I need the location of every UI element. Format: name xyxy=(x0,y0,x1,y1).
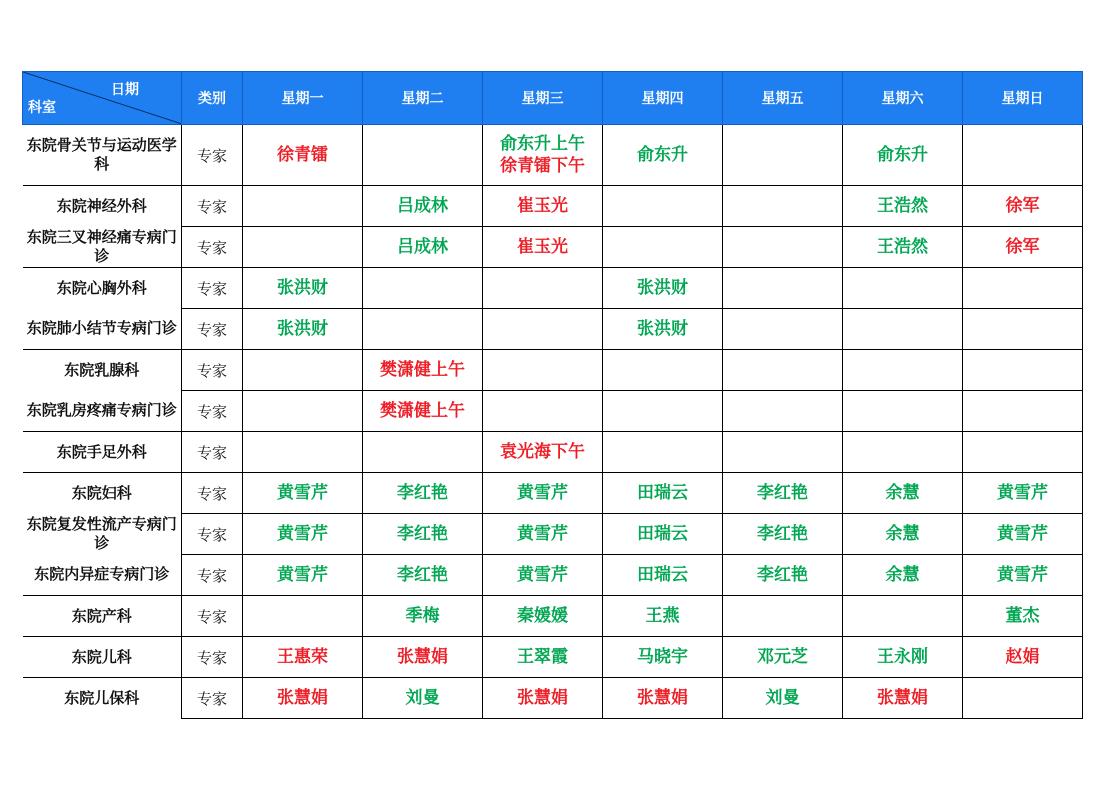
schedule-cell xyxy=(483,227,603,268)
schedule-cell xyxy=(723,268,843,309)
category-cell: 专家 xyxy=(182,514,243,555)
schedule-cell xyxy=(243,227,363,268)
schedule-cell xyxy=(243,514,363,555)
schedule-cell xyxy=(963,391,1083,432)
category-cell: 专家 xyxy=(182,350,243,391)
schedule-cell xyxy=(603,678,723,719)
category-cell: 专家 xyxy=(182,555,243,596)
doctor-name: 赵娟 xyxy=(1005,647,1040,667)
doctor-name: 余慧 xyxy=(885,565,920,585)
department-name: 东院乳腺科 xyxy=(64,360,140,379)
doctor-name: 张慧娟 xyxy=(877,688,928,708)
doctor-name: 王永刚 xyxy=(877,647,928,667)
doctor-name: 张洪财 xyxy=(637,319,688,339)
doctor-name: 王翠霞 xyxy=(517,647,568,667)
day-header-mon: 星期一 xyxy=(243,72,363,125)
schedule-cell xyxy=(243,186,363,227)
schedule-cell xyxy=(723,473,843,514)
doctor-name: 张慧娟 xyxy=(517,688,568,708)
schedule-cell xyxy=(483,432,603,473)
schedule-cell xyxy=(843,637,963,678)
schedule-cell xyxy=(243,268,363,309)
schedule-cell xyxy=(843,227,963,268)
department-name: 东院内异症专病门诊 xyxy=(34,565,170,584)
schedule-cell xyxy=(843,596,963,637)
schedule-cell xyxy=(723,309,843,350)
schedule-cell xyxy=(603,309,723,350)
doctor-name: 李红艳 xyxy=(757,524,808,544)
doctor-name: 吕成林 xyxy=(397,237,448,257)
doctor-name: 徐青镭下午 xyxy=(500,156,585,176)
department-cell xyxy=(23,637,182,678)
department-cell xyxy=(23,227,182,268)
doctor-name: 徐青镭 xyxy=(277,145,328,165)
day-header-sun: 星期日 xyxy=(963,72,1083,125)
doctor-name: 张慧娟 xyxy=(397,647,448,667)
schedule-cell xyxy=(843,514,963,555)
schedule-cell xyxy=(483,514,603,555)
schedule-cell xyxy=(963,186,1083,227)
schedule-cell xyxy=(363,309,483,350)
schedule-cell xyxy=(723,514,843,555)
doctor-name: 刘曼 xyxy=(405,688,440,708)
department-cell xyxy=(23,678,182,719)
department-name: 东院儿保科 xyxy=(64,688,140,707)
table-row xyxy=(23,678,1083,719)
day-header-sat: 星期六 xyxy=(843,72,963,125)
schedule-cell xyxy=(843,391,963,432)
doctor-name: 吕成林 xyxy=(397,196,448,216)
schedule-cell xyxy=(603,125,723,186)
schedule-body xyxy=(23,125,1083,719)
schedule-cell xyxy=(963,350,1083,391)
doctor-name: 李红艳 xyxy=(397,565,448,585)
schedule-cell xyxy=(483,637,603,678)
department-cell xyxy=(23,596,182,637)
doctor-name: 俞东升 xyxy=(637,145,688,165)
schedule-cell xyxy=(603,555,723,596)
table-row xyxy=(23,391,1083,432)
doctor-name: 田瑞云 xyxy=(637,483,688,503)
schedule-cell xyxy=(483,350,603,391)
doctor-name: 徐军 xyxy=(1005,196,1040,216)
clinic-schedule-table xyxy=(22,71,1083,719)
schedule-cell xyxy=(243,473,363,514)
department-name: 东院神经外科 xyxy=(56,196,147,215)
schedule-cell xyxy=(243,555,363,596)
schedule-cell xyxy=(483,125,603,186)
doctor-name: 张慧娟 xyxy=(637,688,688,708)
category-cell: 专家 xyxy=(182,268,243,309)
schedule-cell xyxy=(963,514,1083,555)
schedule-cell xyxy=(963,596,1083,637)
schedule-cell xyxy=(843,678,963,719)
schedule-cell xyxy=(843,309,963,350)
day-header-tue: 星期二 xyxy=(363,72,483,125)
doctor-name: 黄雪芹 xyxy=(277,524,328,544)
department-name: 东院妇科 xyxy=(71,483,132,502)
doctor-name: 俞东升上午 xyxy=(500,134,585,154)
schedule-cell xyxy=(723,637,843,678)
header-row xyxy=(23,72,1083,125)
schedule-cell xyxy=(363,637,483,678)
schedule-cell xyxy=(843,186,963,227)
doctor-name: 马晓宇 xyxy=(637,647,688,667)
doctor-name: 李红艳 xyxy=(397,483,448,503)
schedule-cell xyxy=(243,432,363,473)
doctor-name: 董杰 xyxy=(1005,606,1040,626)
table-row xyxy=(23,186,1083,227)
schedule-cell xyxy=(243,391,363,432)
doctor-name: 黄雪芹 xyxy=(997,565,1048,585)
schedule-cell xyxy=(963,268,1083,309)
schedule-cell xyxy=(243,309,363,350)
doctor-name: 俞东升 xyxy=(877,145,928,165)
category-cell: 专家 xyxy=(182,125,243,186)
doctor-name: 黄雪芹 xyxy=(997,524,1048,544)
doctor-name: 袁光海下午 xyxy=(500,442,585,462)
doctor-name: 黄雪芹 xyxy=(997,483,1048,503)
day-header-fri: 星期五 xyxy=(723,72,843,125)
department-cell xyxy=(23,514,182,555)
table-row xyxy=(23,473,1083,514)
schedule-cell xyxy=(243,125,363,186)
category-header: 类别 xyxy=(182,72,243,125)
table-row xyxy=(23,227,1083,268)
department-cell xyxy=(23,309,182,350)
department-cell xyxy=(23,473,182,514)
schedule-cell xyxy=(963,432,1083,473)
schedule-cell xyxy=(603,473,723,514)
schedule-cell xyxy=(723,555,843,596)
schedule-cell xyxy=(363,596,483,637)
schedule-cell xyxy=(843,473,963,514)
schedule-cell xyxy=(843,432,963,473)
table-row xyxy=(23,350,1083,391)
schedule-cell xyxy=(603,637,723,678)
schedule-cell xyxy=(723,596,843,637)
department-name: 东院产科 xyxy=(71,606,132,625)
schedule-cell xyxy=(963,637,1083,678)
doctor-name: 黄雪芹 xyxy=(277,565,328,585)
table-row xyxy=(23,125,1083,186)
doctor-name: 王燕 xyxy=(645,606,680,626)
doctor-name: 张洪财 xyxy=(637,278,688,298)
table-row xyxy=(23,309,1083,350)
doctor-name: 黄雪芹 xyxy=(277,483,328,503)
schedule-cell xyxy=(843,268,963,309)
category-cell: 专家 xyxy=(182,596,243,637)
doctor-name: 秦媛媛 xyxy=(517,606,568,626)
schedule-cell xyxy=(843,555,963,596)
corner-date-label: 日期 xyxy=(111,82,139,98)
doctor-name: 王惠荣 xyxy=(277,647,328,667)
department-name: 东院儿科 xyxy=(71,647,132,666)
doctor-name: 黄雪芹 xyxy=(517,524,568,544)
category-cell: 专家 xyxy=(182,227,243,268)
doctor-name: 李红艳 xyxy=(757,565,808,585)
doctor-name: 崔玉光 xyxy=(517,196,568,216)
schedule-cell xyxy=(483,596,603,637)
schedule-cell xyxy=(963,309,1083,350)
schedule-cell xyxy=(243,350,363,391)
schedule-cell xyxy=(843,350,963,391)
doctor-name: 田瑞云 xyxy=(637,565,688,585)
schedule-cell xyxy=(483,391,603,432)
department-cell xyxy=(23,391,182,432)
category-cell: 专家 xyxy=(182,309,243,350)
schedule-cell xyxy=(723,350,843,391)
corner-department-label: 科室 xyxy=(28,100,56,116)
schedule-cell xyxy=(603,514,723,555)
doctor-name: 王浩然 xyxy=(877,196,928,216)
category-cell: 专家 xyxy=(182,678,243,719)
doctor-name: 李红艳 xyxy=(757,483,808,503)
schedule-cell xyxy=(363,391,483,432)
schedule-cell xyxy=(483,678,603,719)
schedule-cell xyxy=(363,514,483,555)
doctor-name: 张慧娟 xyxy=(277,688,328,708)
schedule-cell xyxy=(723,125,843,186)
schedule-cell xyxy=(963,125,1083,186)
schedule-cell xyxy=(603,350,723,391)
schedule-cell xyxy=(603,596,723,637)
doctor-name: 樊潇健上午 xyxy=(380,401,465,421)
schedule-cell xyxy=(723,186,843,227)
schedule-cell xyxy=(963,678,1083,719)
schedule-cell xyxy=(843,125,963,186)
schedule-cell xyxy=(723,227,843,268)
department-cell xyxy=(23,186,182,227)
schedule-cell xyxy=(363,125,483,186)
schedule-cell xyxy=(963,227,1083,268)
schedule-cell xyxy=(483,268,603,309)
schedule-cell xyxy=(603,227,723,268)
table-row xyxy=(23,596,1083,637)
schedule-cell xyxy=(363,473,483,514)
schedule-cell xyxy=(363,268,483,309)
schedule-cell xyxy=(363,227,483,268)
department-name: 东院复发性流产专病门诊 xyxy=(26,515,177,552)
schedule-cell xyxy=(483,473,603,514)
table-row xyxy=(23,555,1083,596)
doctor-name: 樊潇健上午 xyxy=(380,360,465,380)
doctor-name: 徐军 xyxy=(1005,237,1040,257)
doctor-name: 田瑞云 xyxy=(637,524,688,544)
table-row xyxy=(23,637,1083,678)
schedule-cell xyxy=(963,555,1083,596)
doctor-name: 余慧 xyxy=(885,483,920,503)
department-cell xyxy=(23,555,182,596)
department-name: 东院心胸外科 xyxy=(56,278,147,297)
schedule-cell xyxy=(723,432,843,473)
schedule-cell xyxy=(723,678,843,719)
category-cell: 专家 xyxy=(182,637,243,678)
schedule-cell xyxy=(603,432,723,473)
department-name: 东院乳房疼痛专病门诊 xyxy=(26,401,177,420)
schedule-cell xyxy=(723,391,843,432)
doctor-name: 崔玉光 xyxy=(517,237,568,257)
doctor-name: 余慧 xyxy=(885,524,920,544)
schedule-cell xyxy=(363,555,483,596)
department-cell xyxy=(23,350,182,391)
table-row xyxy=(23,514,1083,555)
schedule-cell xyxy=(363,186,483,227)
department-name: 东院骨关节与运动医学科 xyxy=(26,136,177,173)
doctor-name: 王浩然 xyxy=(877,237,928,257)
doctor-name: 邓元芝 xyxy=(757,647,808,667)
category-cell: 专家 xyxy=(182,432,243,473)
schedule-cell xyxy=(363,432,483,473)
day-header-thu: 星期四 xyxy=(603,72,723,125)
schedule-cell xyxy=(363,678,483,719)
department-name: 东院手足外科 xyxy=(56,442,147,461)
corner-header-cell xyxy=(23,72,182,125)
schedule-cell xyxy=(603,391,723,432)
schedule-cell xyxy=(243,678,363,719)
schedule-header xyxy=(23,72,1083,125)
doctor-name: 李红艳 xyxy=(397,524,448,544)
doctor-name: 张洪财 xyxy=(277,319,328,339)
doctor-name: 季梅 xyxy=(405,606,440,626)
schedule-cell xyxy=(603,186,723,227)
table-row xyxy=(23,432,1083,473)
category-cell: 专家 xyxy=(182,473,243,514)
schedule-cell xyxy=(603,268,723,309)
department-cell xyxy=(23,125,182,186)
schedule-cell xyxy=(243,596,363,637)
schedule-cell xyxy=(483,555,603,596)
department-cell xyxy=(23,432,182,473)
schedule-cell xyxy=(363,350,483,391)
category-cell: 专家 xyxy=(182,186,243,227)
table-row xyxy=(23,268,1083,309)
doctor-name: 张洪财 xyxy=(277,278,328,298)
schedule-cell xyxy=(243,637,363,678)
department-cell xyxy=(23,268,182,309)
doctor-name: 刘曼 xyxy=(765,688,800,708)
department-name: 东院肺小结节专病门诊 xyxy=(26,319,177,338)
schedule-cell xyxy=(963,473,1083,514)
day-header-wed: 星期三 xyxy=(483,72,603,125)
department-name: 东院三叉神经痛专病门诊 xyxy=(26,227,177,265)
doctor-name: 黄雪芹 xyxy=(517,483,568,503)
doctor-name: 黄雪芹 xyxy=(517,565,568,585)
schedule-cell xyxy=(483,186,603,227)
schedule-cell xyxy=(483,309,603,350)
category-cell: 专家 xyxy=(182,391,243,432)
